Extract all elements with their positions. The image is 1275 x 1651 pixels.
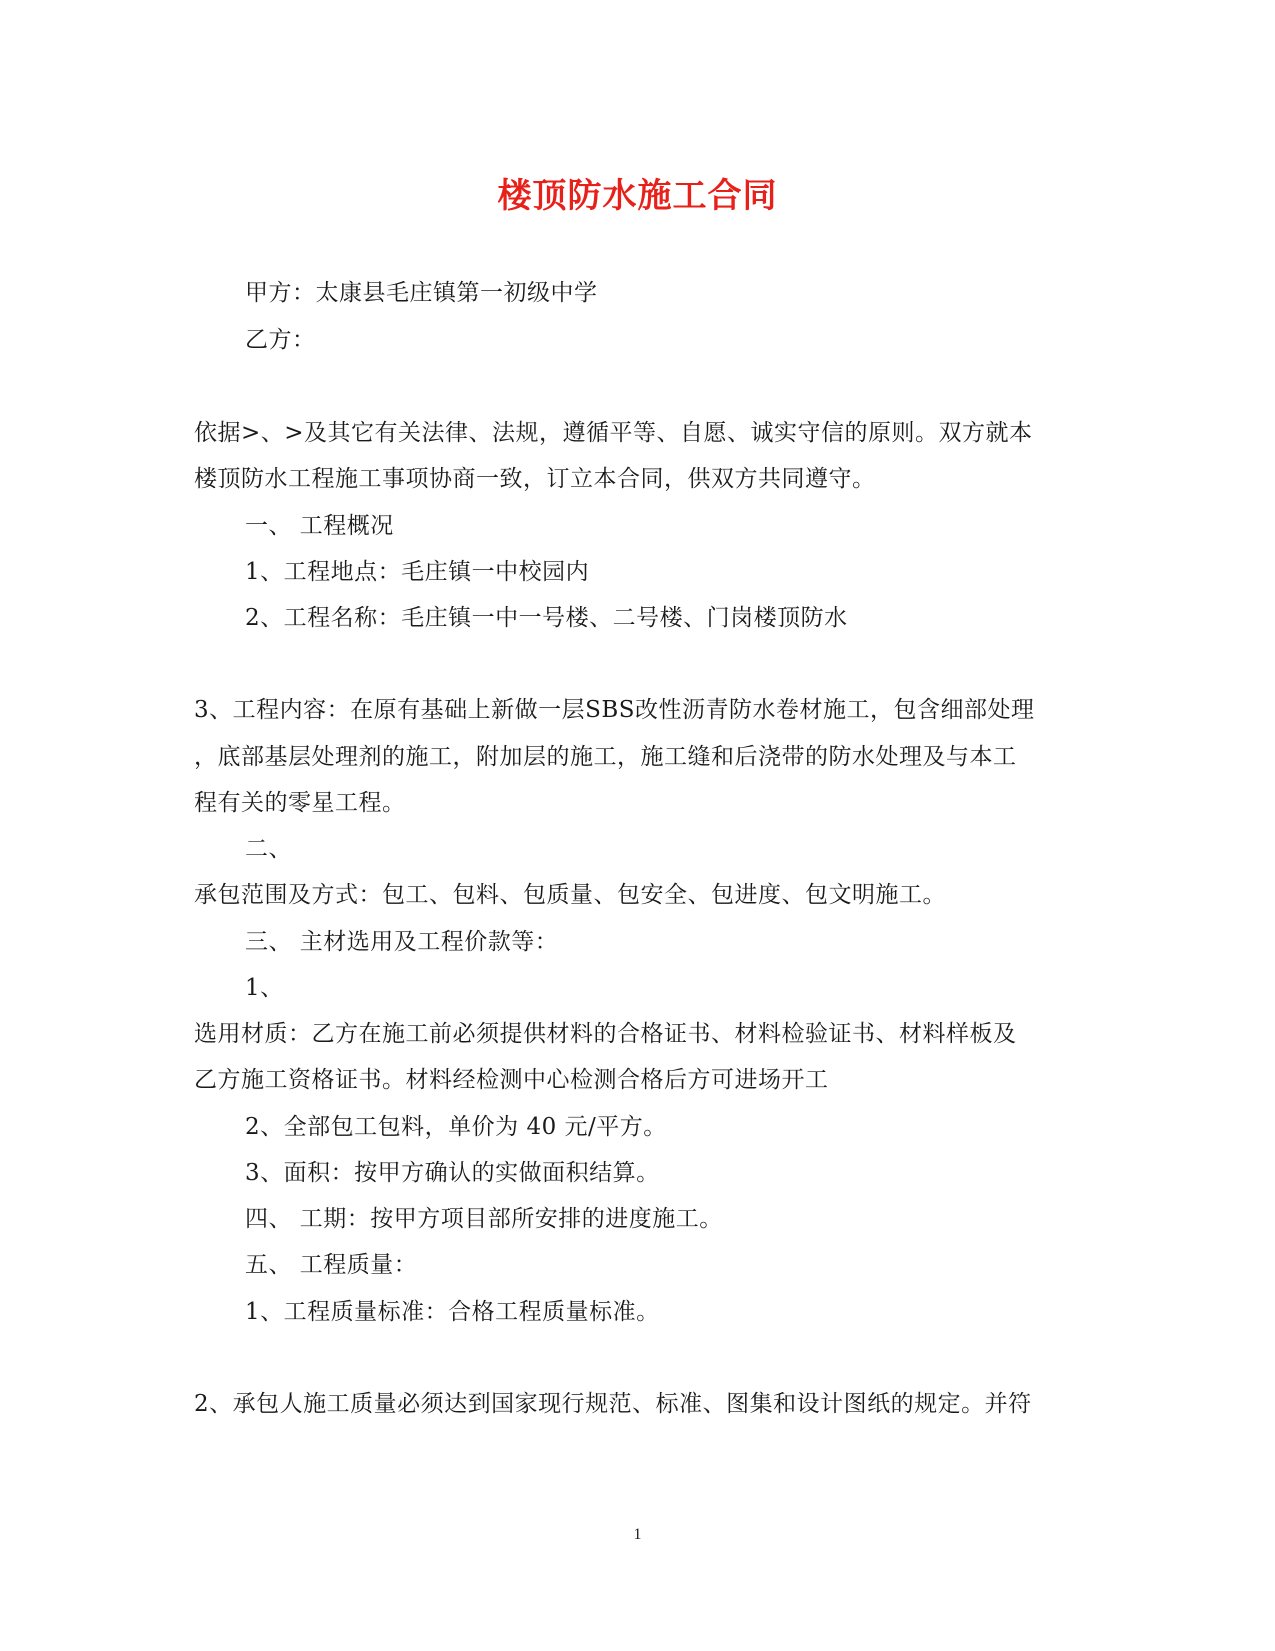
section-2-heading: 二、 — [245, 836, 292, 862]
project-content-line-3: 程有关的零星工程。 — [194, 790, 406, 816]
quality-requirement-line: 2、承包人施工质量必须达到国家现行规范、标准、图集和设计图纸的规定。并符 — [194, 1391, 1032, 1417]
unit-price-line: 2、全部包工包料，单价为 40 元/平方。 — [245, 1114, 667, 1140]
section-1-heading: 一、 工程概况 — [245, 513, 394, 539]
material-item-number: 1、 — [245, 975, 284, 1001]
material-line-1: 选用材质：乙方在施工前必须提供材料的合格证书、材料检验证书、材料样板及 — [194, 1021, 1017, 1047]
page-number: 1 — [633, 1526, 642, 1543]
party-a-line: 甲方：太康县毛庄镇第一初级中学 — [245, 280, 598, 306]
project-name: 2、工程名称：毛庄镇一中一号楼、二号楼、门岗楼顶防水 — [245, 605, 848, 631]
section-4-heading: 四、 工期：按甲方项目部所安排的进度施工。 — [245, 1206, 723, 1232]
section-3-heading: 三、 主材选用及工程价款等： — [245, 929, 559, 955]
party-b-line: 乙方： — [245, 327, 316, 353]
section-5-heading: 五、 工程质量： — [245, 1252, 418, 1278]
contract-scope: 承包范围及方式：包工、包料、包质量、包安全、包进度、包文明施工。 — [194, 882, 946, 908]
preamble-line-2: 楼顶防水工程施工事项协商一致，订立本合同，供双方共同遵守。 — [194, 466, 876, 492]
area-line: 3、面积：按甲方确认的实做面积结算。 — [245, 1160, 660, 1186]
quality-standard-line: 1、工程质量标准：合格工程质量标准。 — [245, 1299, 660, 1325]
project-content-line-2: ，底部基层处理剂的施工，附加层的施工，施工缝和后浇带的防水处理及与本工 — [194, 744, 1017, 770]
preamble-line-1: 依据>、>及其它有关法律、法规，遵循平等、自愿、诚实守信的原则。双方就本 — [194, 420, 1033, 446]
document-title: 楼顶防水施工合同 — [497, 176, 778, 216]
project-content-line-1: 3、工程内容：在原有基础上新做一层SBS改性沥青防水卷材施工，包含细部处理 — [194, 697, 1035, 723]
material-line-2: 乙方施工资格证书。材料经检测中心检测合格后方可进场开工 — [194, 1067, 829, 1093]
project-location: 1、工程地点：毛庄镇一中校园内 — [245, 559, 590, 585]
